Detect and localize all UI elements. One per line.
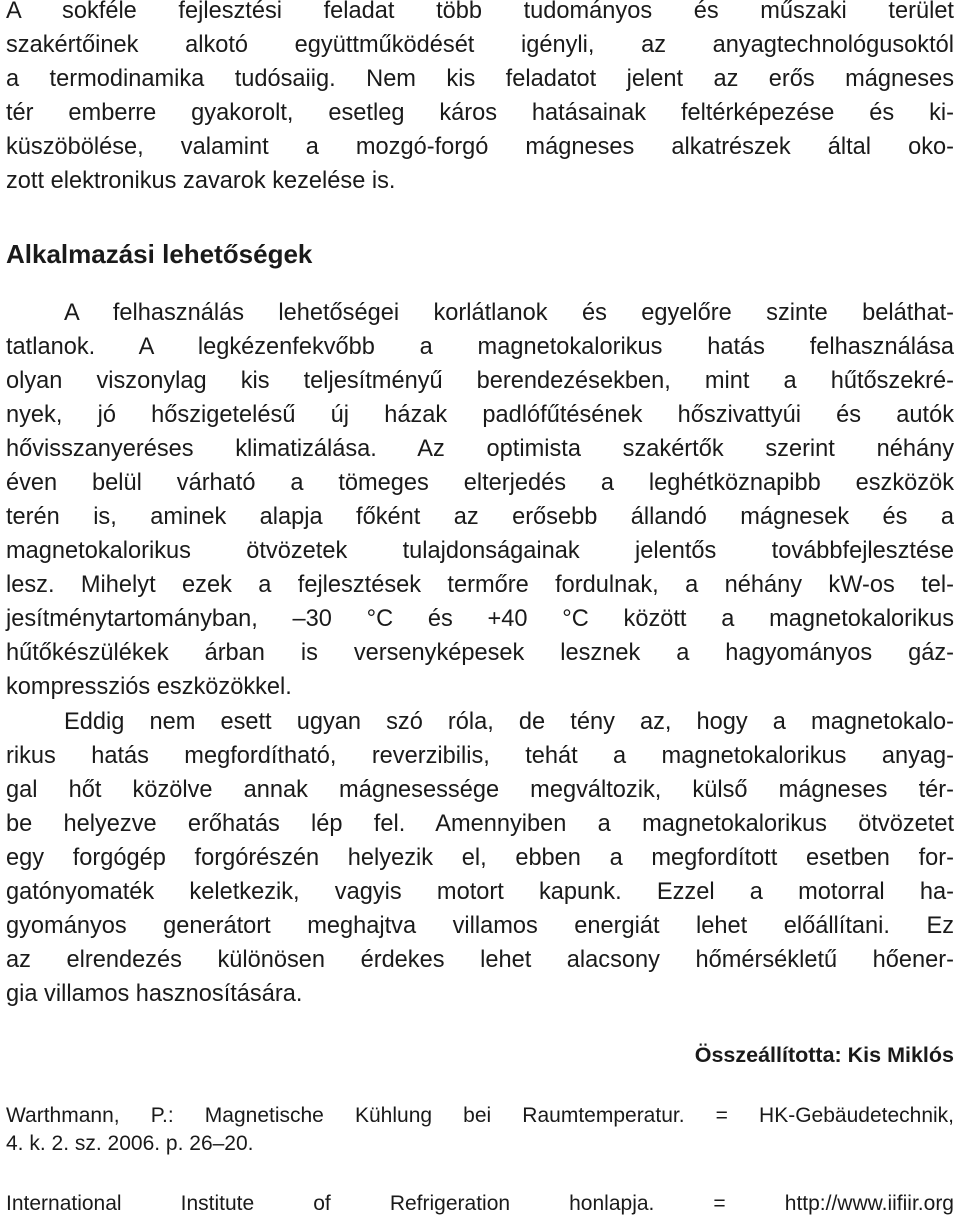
text-line: gal hőt közölve annak mágnesessége megváltozik, külső mágneses tér-: [6, 777, 954, 803]
text-line: be helyezve erőhatás lép fel. Amennyiben a magnetokalorikus ötvözetet: [6, 811, 954, 837]
text-line: A sokféle fejlesztési feladat több tudományos és műszaki terület: [6, 0, 954, 24]
text-line: tér emberre gyakorolt, esetleg káros hatásainak feltérképezése és ki-: [6, 100, 954, 126]
text-line: jesítménytartományban, –30 °C és +40 °C között a magnetokalorikus: [6, 606, 954, 632]
intro-paragraph: [6, 0, 954, 198]
text-line: gatónyomaték keletkezik, vagyis motort kapunk. Ezzel a motorral ha-: [6, 879, 954, 905]
text-line: gia villamos hasznosítására.: [6, 981, 303, 1007]
reversibility-paragraph: [6, 705, 954, 1011]
text-line: tatlanok. A legkézenfekvőbb a magnetokalorikus hatás felhasználása: [6, 334, 954, 360]
text-line: terén is, aminek alapja főként az erősebb állandó mágnesek és a: [6, 504, 954, 530]
author-signature: Összeállította: Kis Miklós: [694, 1043, 954, 1067]
reference-line: International Institute of Refrigeration honlapja. = http://www.iifiir.org: [6, 1192, 954, 1215]
text-line: hűtőkészülékek árban is versenyképesek lesznek a hagyományos gáz-: [6, 640, 954, 666]
text-line: hővisszanyeréses klimatizálása. Az optimista szakértők szerint néhány: [6, 436, 954, 462]
text-line: kompressziós eszközökkel.: [6, 674, 292, 700]
reference-1: [6, 1102, 954, 1158]
text-line: az elrendezés különösen érdekes lehet alacsony hőmérsékletű hőener-: [6, 947, 954, 973]
text-line: Eddig nem esett ugyan szó róla, de tény az, hogy a magnetokalo-: [64, 709, 954, 735]
reference-2: [6, 1190, 954, 1218]
applications-paragraph: [6, 296, 954, 704]
text-line: nyek, jó hőszigetelésű új házak padlófűtésének hőszivattyúi és autók: [6, 402, 954, 428]
reference-line: Warthmann, P.: Magnetische Kühlung bei Raumtemperatur. = HK-Gebäudetechnik,: [6, 1104, 954, 1127]
text-line: éven belül várható a tömeges elterjedés a leghétköznapibb eszközök: [6, 470, 954, 496]
text-line: küszöbölése, valamint a mozgó-forgó mágneses alkatrészek által oko-: [6, 134, 954, 160]
text-line: zott elektronikus zavarok kezelése is.: [6, 168, 396, 194]
text-line: A felhasználás lehetőségei korlátlanok és egyelőre szinte beláthat-: [64, 300, 954, 326]
text-line: a termodinamika tudósaiig. Nem kis feladatot jelent az erős mágneses: [6, 66, 954, 92]
text-line: szakértőinek alkotó együttműködését igényli, az anyagtechnológusoktól: [6, 32, 954, 58]
reference-line: 4. k. 2. sz. 2006. p. 26–20.: [6, 1132, 254, 1155]
text-line: magnetokalorikus ötvözetek tulajdonságainak jelentős továbbfejlesztése: [6, 538, 954, 564]
text-line: lesz. Mihelyt ezek a fejlesztések termőre fordulnak, a néhány kW-os tel-: [6, 572, 954, 598]
section-heading: Alkalmazási lehetőségek: [6, 239, 313, 269]
text-line: egy forgógép forgórészén helyezik el, ebben a megfordított esetben for-: [6, 845, 954, 871]
text-line: olyan viszonylag kis teljesítményű berendezésekben, mint a hűtőszekré-: [6, 368, 954, 394]
text-line: gyományos generátort meghajtva villamos energiát lehet előállítani. Ez: [6, 913, 954, 939]
text-line: rikus hatás megfordítható, reverzibilis, tehát a magnetokalorikus anyag-: [6, 743, 954, 769]
